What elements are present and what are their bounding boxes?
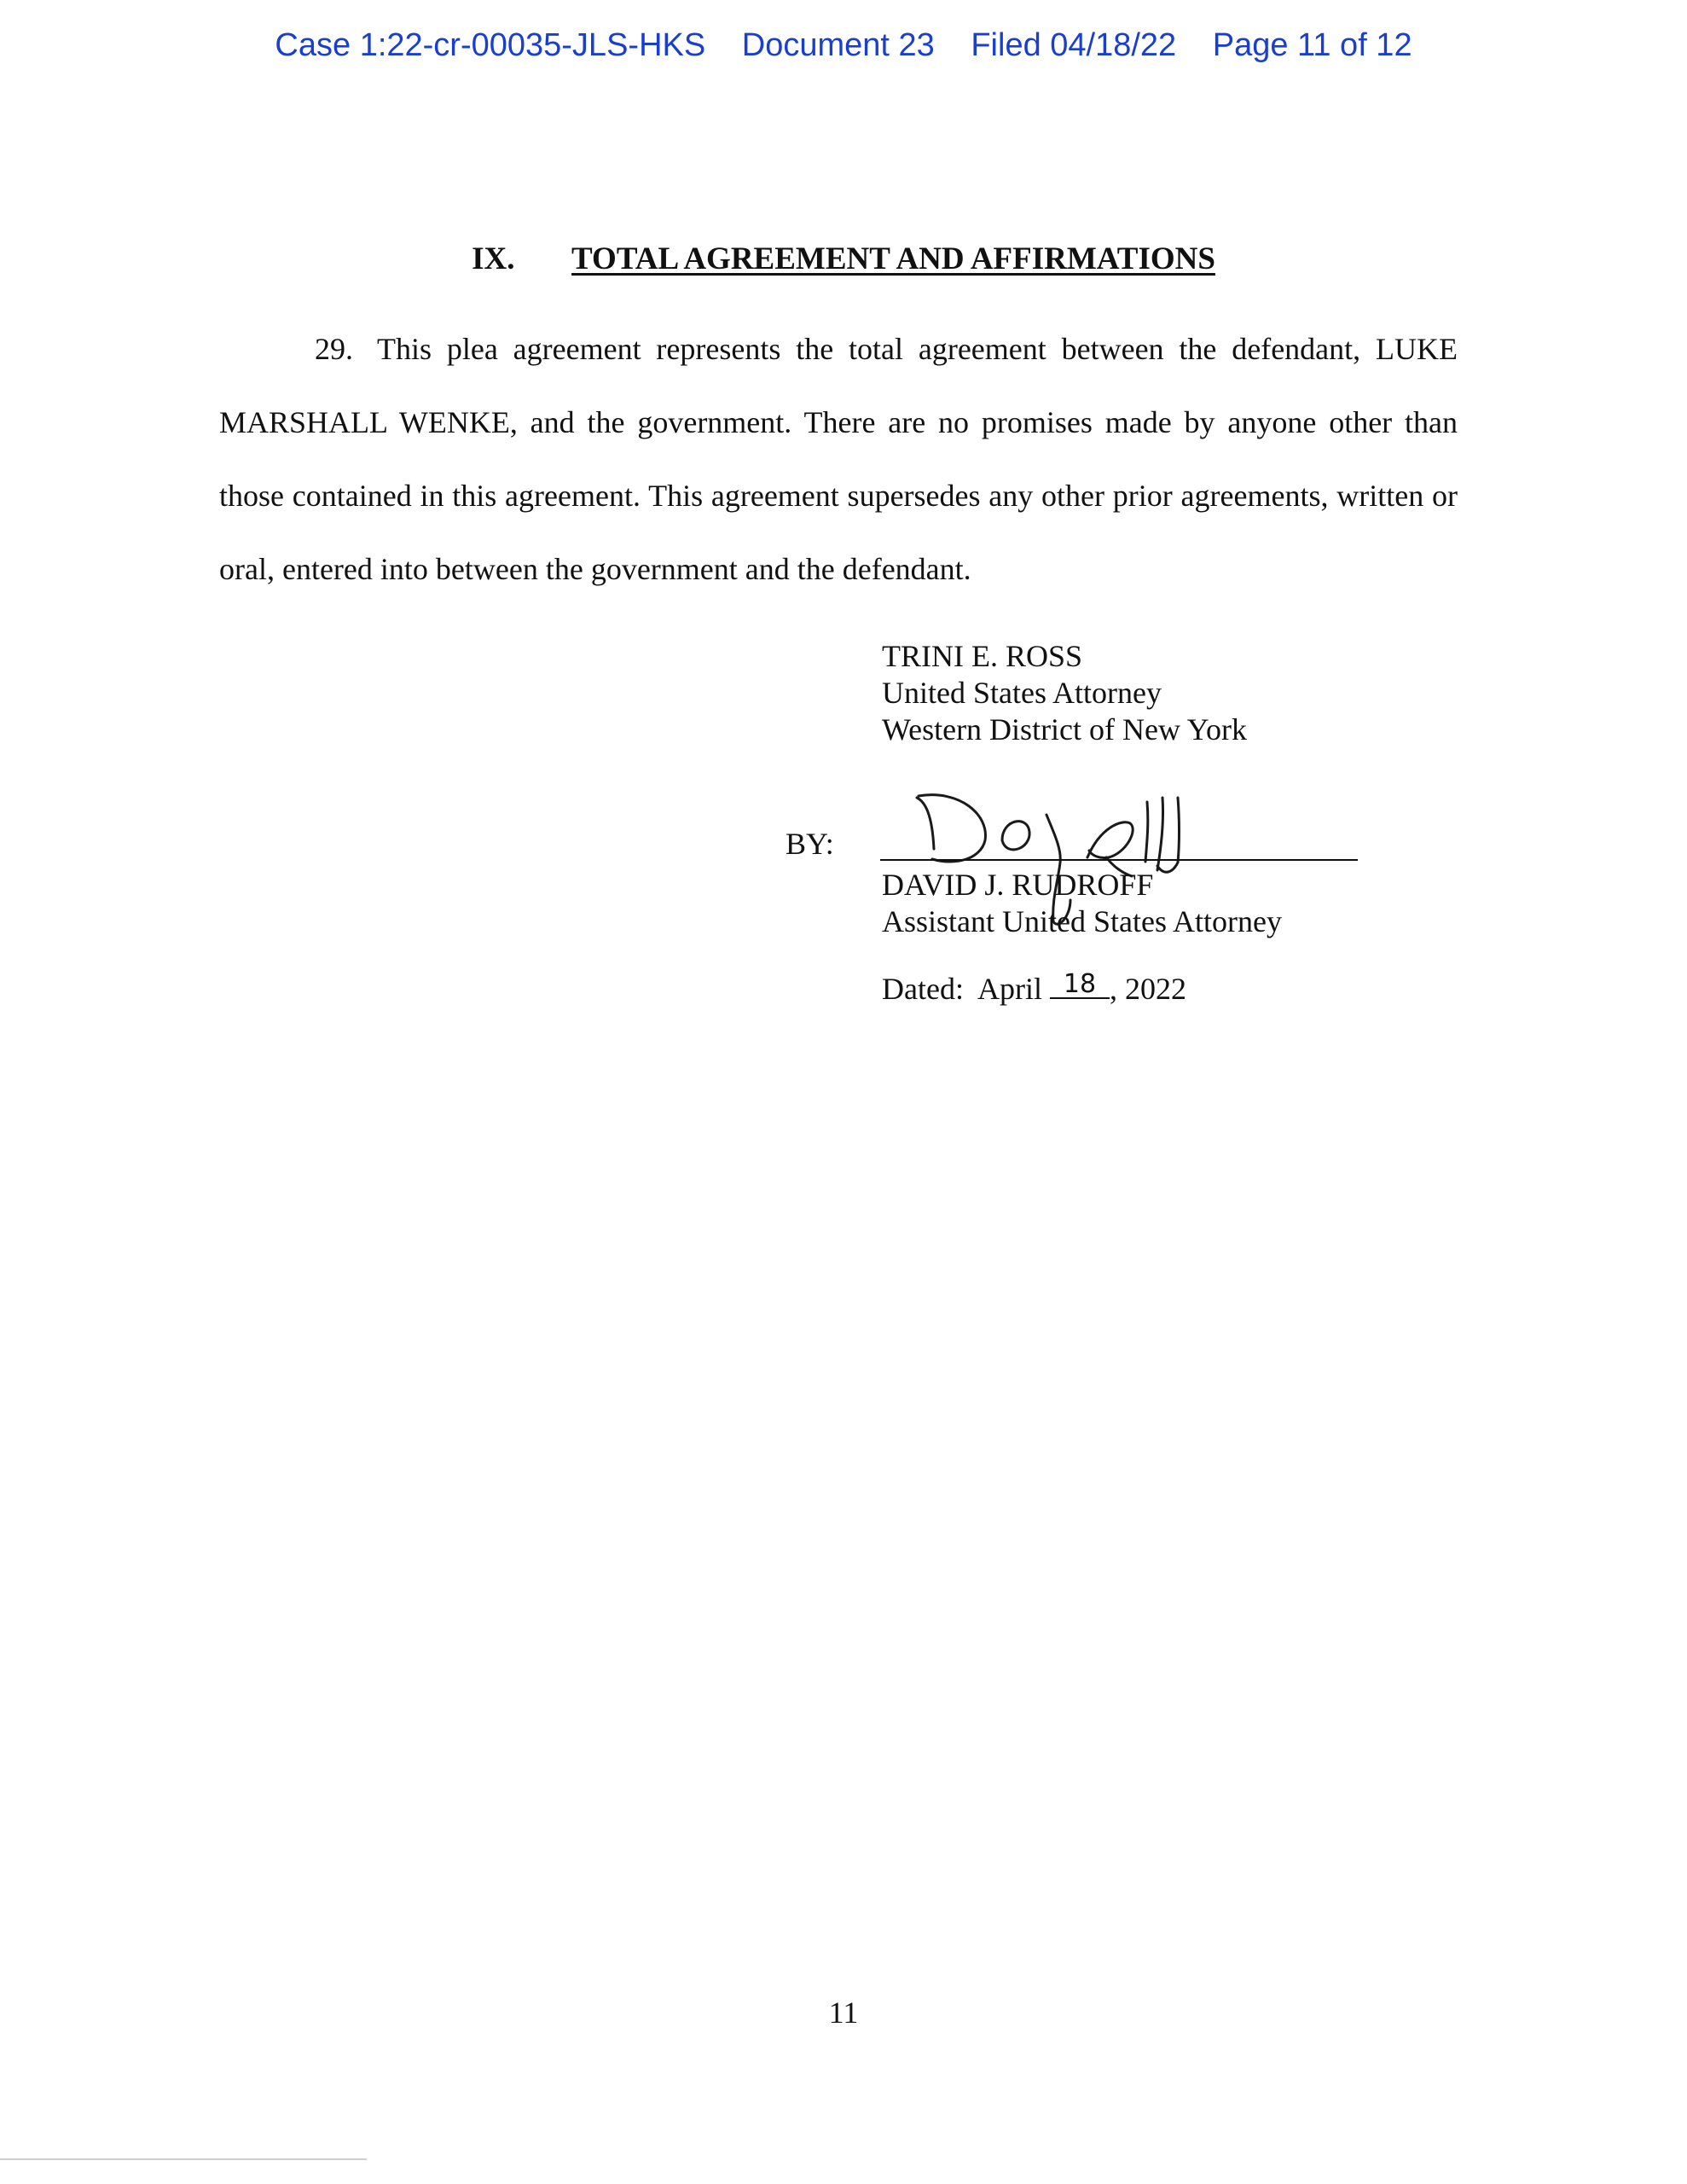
document-number: Document 23 [741, 27, 935, 63]
dated-year: , 2022 [1109, 972, 1186, 1006]
by-label: BY: [786, 827, 834, 861]
signature-line [880, 859, 1358, 861]
paragraph-text: This plea agreement represents the total agreement between the defendant, LUKE MARSHALL WENKE, and the government. There are no promises made by anyone other than those contained in this agreement. This agreement supersedes any other prior agreements, written or oral, entered into between the government and the defendant. [219, 332, 1458, 586]
attorney-district: Western District of New York [882, 712, 1248, 746]
dated-line [882, 971, 1186, 1007]
signer-block [882, 867, 1282, 940]
ecf-header [0, 27, 1687, 64]
attorney-block [882, 638, 1247, 748]
section-title: TOTAL AGREEMENT AND AFFIRMATIONS [571, 241, 1215, 276]
case-number: Case 1:22-cr-00035-JLS-HKS [275, 27, 706, 63]
footer-rule [0, 2158, 367, 2160]
dated-day: 18 [1050, 972, 1110, 999]
page-number: 11 [828, 1995, 859, 2030]
page-of-pages: Page 11 of 12 [1212, 27, 1412, 63]
paragraph-number: 29. [315, 332, 353, 366]
section-number: IX. [472, 241, 515, 276]
attorney-name: TRINI E. ROSS [882, 639, 1083, 673]
signer-title: Assistant United States Attorney [882, 904, 1282, 938]
dated-label: Dated: [882, 972, 964, 1006]
filed-date: Filed 04/18/22 [971, 27, 1177, 63]
dated-month: April [977, 972, 1042, 1006]
paragraph-29 [219, 312, 1458, 606]
signer-name: DAVID J. RUDROFF [882, 868, 1154, 902]
attorney-title: United States Attorney [882, 676, 1162, 710]
section-heading [0, 241, 1687, 277]
